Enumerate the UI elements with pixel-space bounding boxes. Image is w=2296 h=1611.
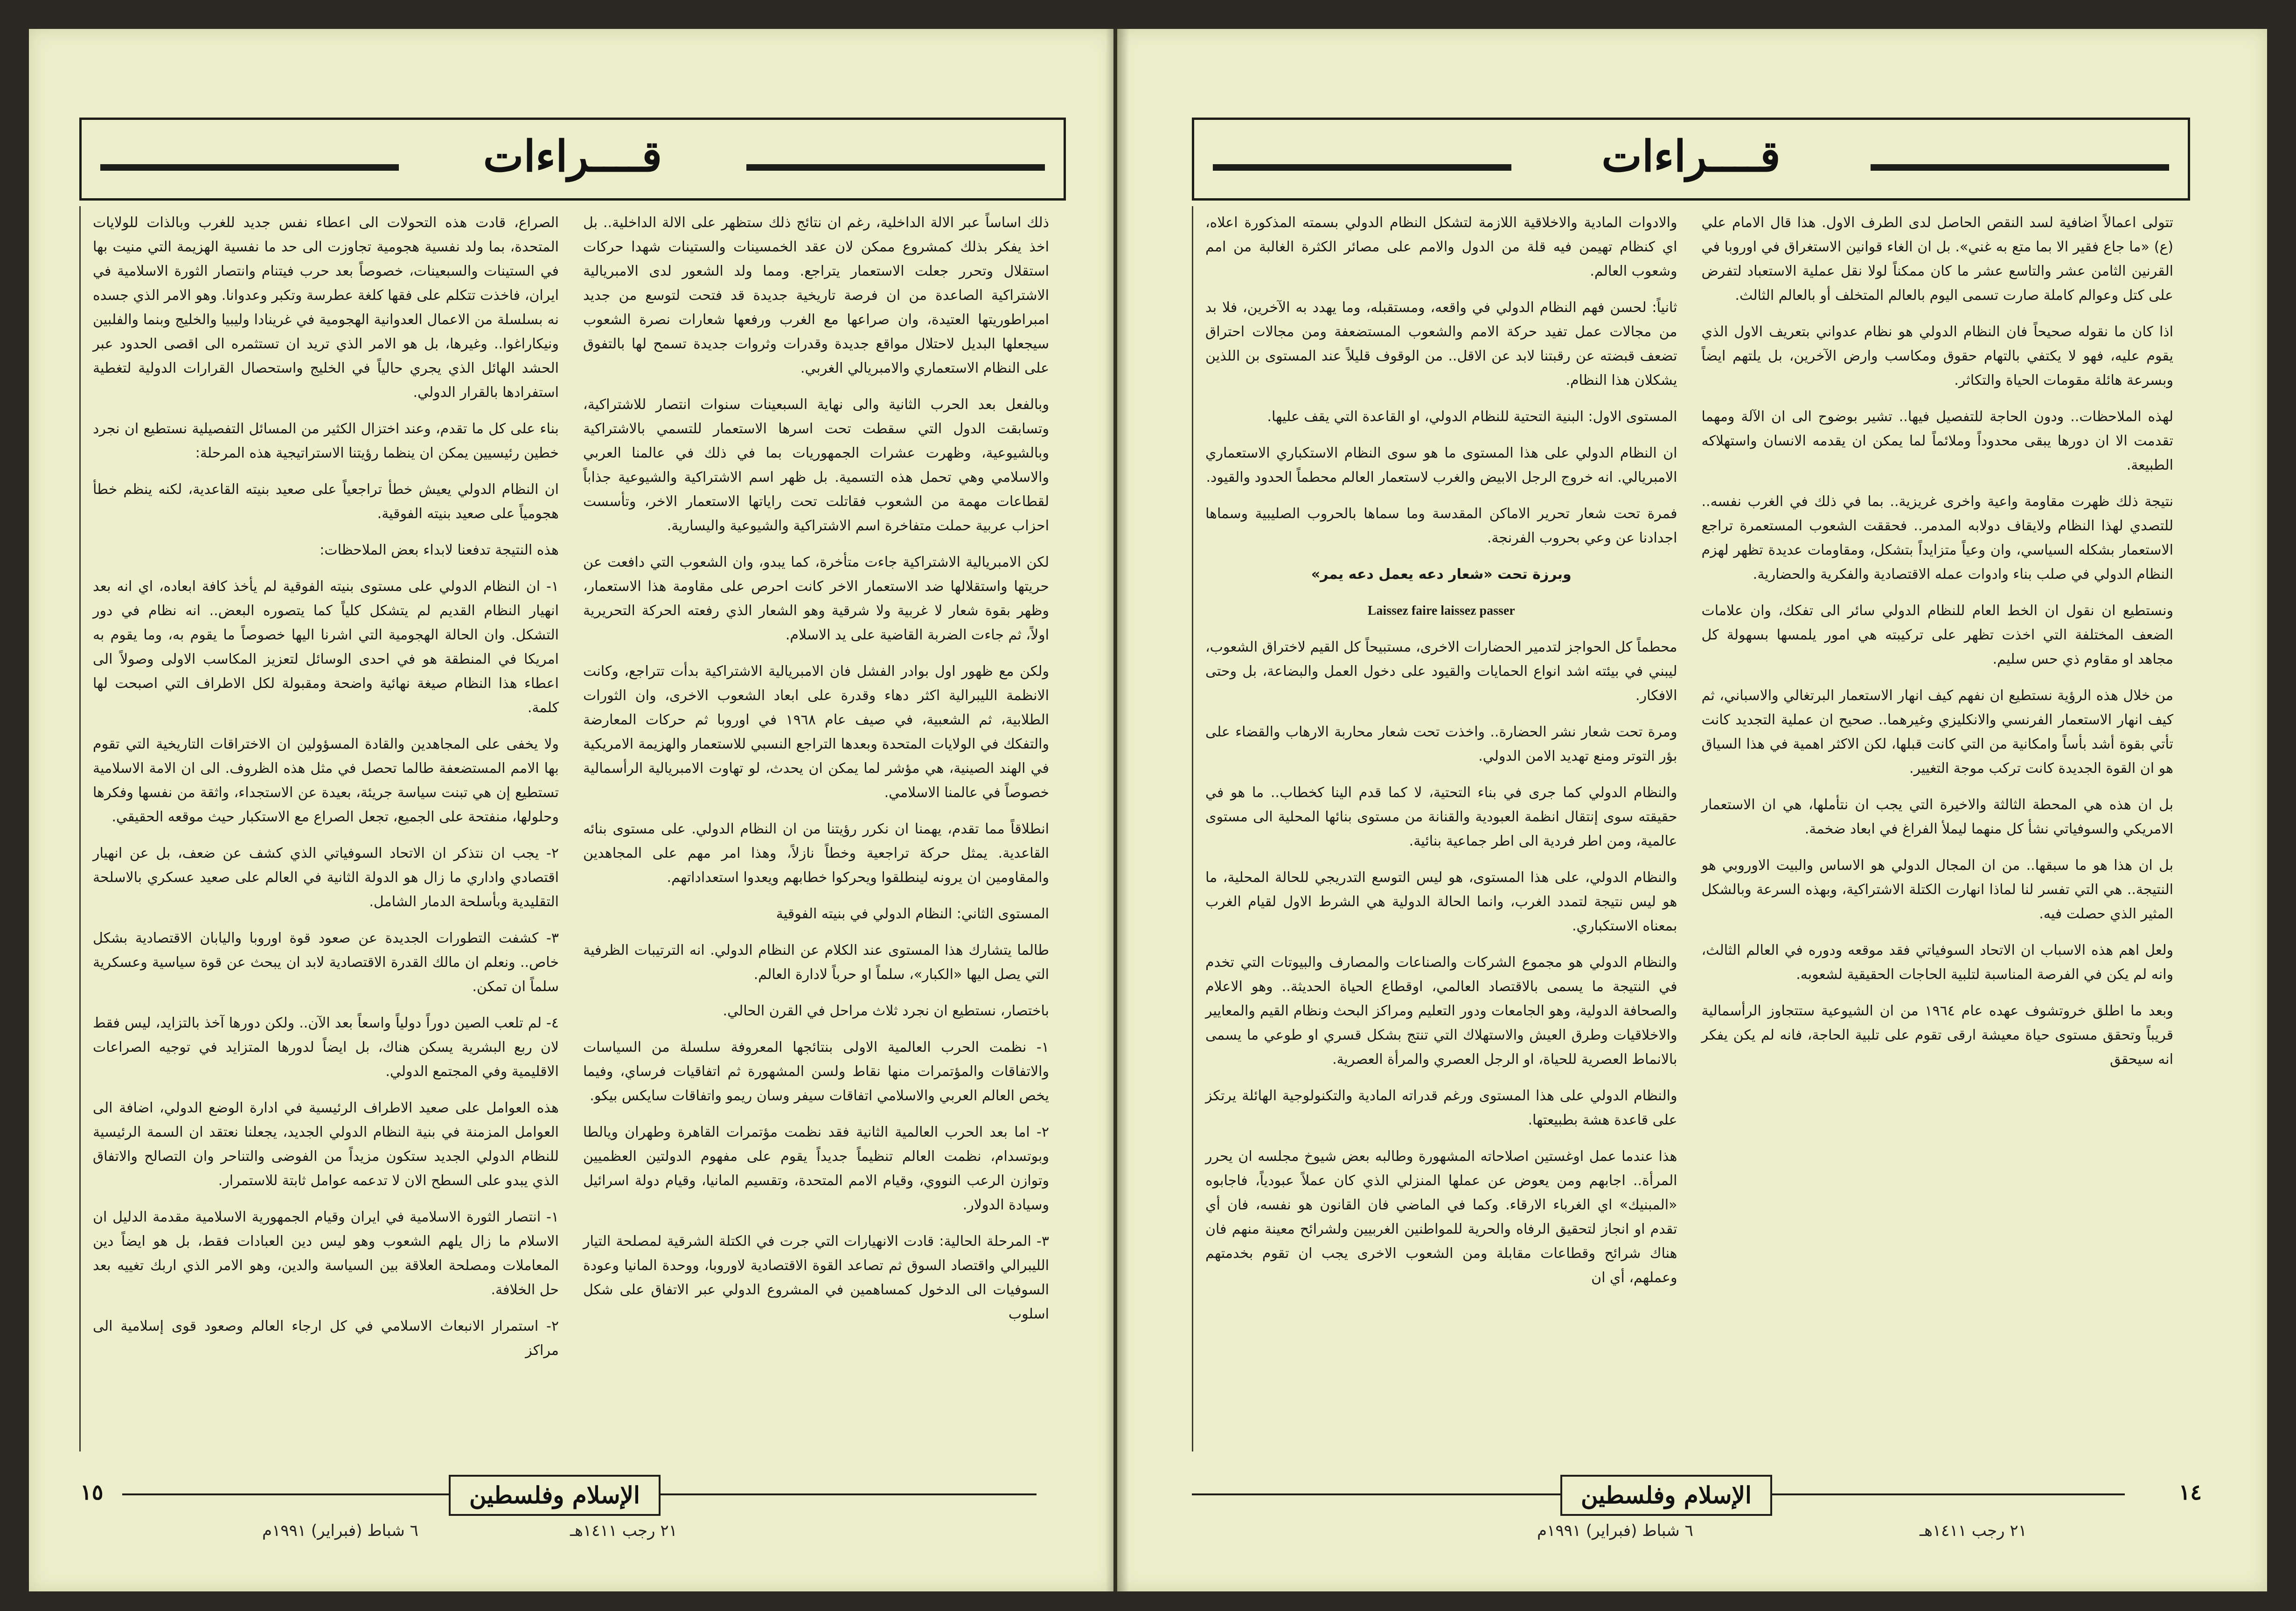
article-paragraph: ١- ان النظام الدولي على مستوى بنيته الفوقية لم يأخذ كافة ابعاده، اي انه بعد انهيار النظام القديم لم يتشكل كلياً كما يتصوره البعض.. انه نظام في دور التشكل. وان الحالة الهجومية التي اشرنا اليها خصوصاً ما يقوم به، وما يقوم به امريكا في المنطقة هو في احدى الوسائل لتعزيز المكاسب الاولى وصولاً الى اعطاء هذا النظام صيغة نهائية واضحة ومقبولة لكل الاطراف التي اصبحت لها كلمة. bbox=[93, 578, 559, 716]
article-paragraph: والنظام الدولي، على هذا المستوى، هو ليس التوسع التدريجي للحالة المحلية، ما هو ليس نتيجة لتمدد الغرب، وانما الحالة الدولية هي الشرط الاول لقيام الغرب بمعناه الاستكباري. bbox=[1205, 869, 1677, 934]
article-paragraph: ١- نظمت الحرب العالمية الاولى بنتائجها المعروفة سلسلة من السياسات والاتفاقات والمؤتمرات منها نقاط ولسن المشهورة ثم اتفاقيات فرساي، وفيما يخص العالم العربي والاسلامي اتفاقات سيفر وسان ريمو واتفاقات سايكس بيكو. bbox=[583, 1039, 1049, 1104]
gregorian-date: ٦ شباط (فبراير) ١٩٩١م bbox=[262, 1521, 418, 1540]
article-paragraph: والنظام الدولي على هذا المستوى ورغم قدراته المادية والتكنولوجية الهائلة يرتكز على قاعدة هشة بطبيعتها. bbox=[1205, 1088, 1677, 1128]
article-paragraph: والادوات المادية والاخلاقية اللازمة لتشكل النظام الدولي بسمته المذكورة اعلاه، اي كنظام تهيمن فيه قلة من الدول والامم على مصائر الكثرة الغالبة من امم وشعوب العالم. bbox=[1205, 215, 1677, 279]
article-paragraph: طالما يتشارك هذا المستوى عند الكلام عن النظام الدولي. انه الترتيبات الظرفية التي يصل اليها «الكبار»، سلماً او حرباً لادارة العالم. bbox=[583, 942, 1049, 983]
article-columns bbox=[79, 206, 1061, 1451]
right-page bbox=[1117, 29, 2267, 1591]
article-paragraph: ومرة تحت شعار نشر الحضارة.. واخذت تحت شعار محاربة الارهاب والقضاء على بؤر التوتر ومنع تهديد الامن الدولي. bbox=[1205, 724, 1677, 764]
article-paragraph: الصراع، قادت هذه التحولات الى اعطاء نفس جديد للغرب وبالذات للولايات المتحدة، بما ولد نفسية هجومية تجاوزت الى حد ما نفسية الهزيمة التي منيت بها في الستينات والسبعينات، خصوصاً بعد حرب فيتنام وانتصار الثورة الاسلامية في ايران، فاخذت تتكلم على فقها كلغة عطرسة وتكبر وعدوانا. وهو الامر الذي جسده نه بسلسلة من الاعمال العدوانية الهجومية في غرينادا وليبيا والخليج وبنما والفلبين ونيكاراغوا.. وغيرها، بل هو الامر الذي تريد ان تستثمره الى اقصى الحدود عبر الحشد الهائل الذي يجري حالياً في الخليج واستحصال القرارات الدولية لتغطية استفرادها بالقرار الدولي. bbox=[93, 215, 559, 401]
article-paragraph: ولعل اهم هذه الاسباب ان الاتحاد السوفياتي فقد موقعه ودوره في العالم الثالث، وانه لم يكن في الفرصة المناسبة لتلبية الحاجات الحقيقية لشعوبه. bbox=[1701, 942, 2173, 983]
article-paragraph: والنظام الدولي هو مجموع الشركات والصناعات والمصارف والبيوتات التي تخدم في النتيجة ما يسمى بالاقتصاد العالمي، اوقطاع الحياة الحديثة.. وهو الاعلام والصحافة الدولية، وهو الجامعات ودور التعليم ومراكز البحث ونظام القيم والمعايير والاخلاقيات وطرق العيش والاستهلاك التي تنتج بشكل قسري او طوعي ما يسمى بالانماط العصرية للحياة، او الرجل العصري والمرأة العصرية. bbox=[1205, 954, 1677, 1068]
article-paragraph: بل ان هذا هو ما سبقها.. من ان المجال الدولي هو الاساس والبيت الاوروبي هو النتيجة.. هي التي تفسر لنا لماذا انهارت الكتلة الاشتراكية، وبهذه السرعة وبالشكل المثير الذي حصلت فيه. bbox=[1701, 857, 2173, 922]
quote-french: Laissez faire laissez passer bbox=[1367, 604, 1515, 618]
column-right bbox=[1192, 206, 1690, 1451]
article-paragraph: بل ان هذه هي المحطة الثالثة والاخيرة التي يجب ان نتأملها، هي ان الاستعمار الامريكي والسوفياتي نشأ كل منهما ليملأ الفراغ في ابعاد ضخمة. bbox=[1701, 797, 2173, 837]
article-paragraph: لهذه الملاحظات.. ودون الحاجة للتفصيل فيها.. تشير بوضوح الى ان الآلة ومهما تقدمت الا ان دورها يبقى محدوداً وملائماً لما يمكن ان يقدمه الانسان واستهلاكه الطبيعة. bbox=[1701, 409, 2173, 473]
article-paragraph: ان النظام الدولي على هذا المستوى ما هو سوى النظام الاستكباري الاستعماري الامبريالي. انه خروج الرجل الابيض والغرب لاستعمار العالم محطماً الحدود والقيود. bbox=[1205, 445, 1677, 486]
article-paragraph: هذا عندما عمل اوغستين اصلاحاته المشهورة وطالبه بعض شيوخ مجلسه ان يحرر المرأة.. اجابهم ومن يعوض عن عملها المنزلي الذي كان عملاً عبودياً، فاجابوه «المبنيك» اي الغرباء الارقاء. وكما في الماضي فان القانون هو نفسه، فان أي تقدم او انجاز لتحقيق الرفاه والحرية للمواطنين الغربيين ولشرائح معينة منهم فان هناك شرائح وقطاعات مقابلة ومن الشعوب الاخرى يجب ان تقوم بخدمتهم وعملهم، أي ان bbox=[1205, 1148, 1677, 1286]
article-paragraph: المستوى الثاني: النظام الدولي في بنيته الفوقية bbox=[776, 906, 1049, 922]
article-paragraph: المستوى الاول: البنية التحتية للنظام الدولي، او القاعدة التي يقف عليها. bbox=[1267, 409, 1677, 425]
article-paragraph: ولا يخفى على المجاهدين والقادة المسؤولين ان الاختراقات التاريخية التي تقوم بها الامم المستضعفة طالما تحصل في مثل هذه الظروف. الى ان الامة الاسلامية تستطيع إن هي تبنت سياسة جريئة، بعيدة عن الاستجداء، واثقة من نفسها وفكرها وحلولها، منفتحة على الجميع، تجعل الصراع مع الاستكبار حيث موقعه الحقيقي. bbox=[93, 736, 559, 825]
article-paragraph: وبالفعل بعد الحرب الثانية والى نهاية السبعينات سنوات انتصار للاشتراكية، وتسابقت الدول التي سقطت تحت اسرها الاستعمار للتسمي بالاشتراكية وبالشيوعية، وظهرت عشرات الجمهوريات بما في ذلك في عالمنا العربي والاسلامي وهي تحمل هذه التسمية. بل ظهر اسم الاشتراكية والشيوعية جذاباً لقطاعات مهمة من الشعوب فقاتلت تحت راياتها الاستعمار الاخر، وتأسست احزاب عربية حملت متفاخرة اسم الاشتراكية والشيوعية واليسارية. bbox=[583, 396, 1049, 534]
article-paragraph: هذه العوامل على صعيد الاطراف الرئيسية في ادارة الوضع الدولي، اضافة الى العوامل المزمنة في بنية النظام الدولي الجديد، يجعلنا نعتقد ان السمة الرئيسية للنظام الدولي الجديد ستكون مزيداً من الفوضى والتناحر وان التصالح والاتفاق الذي يبدو على السطح الان لا تدعمه عوامل ثابتة للاستمرار. bbox=[93, 1100, 559, 1189]
article-paragraph: بناء على كل ما تقدم، وعند اختزال الكثير من المسائل التفصيلية نستطيع ان نجرد خطين رئيسيين يمكن ان ينظما رؤيتنا الاستراتيجية هذه المرحلة: bbox=[93, 421, 559, 461]
article-paragraph: باختصار، نستطيع ان نجرد ثلاث مراحل في القرن الحالي. bbox=[723, 1003, 1049, 1019]
article-paragraph: من خلال هذه الرؤية نستطيع ان نفهم كيف انهار الاستعمار البرتغالي والاسباني، ثم كيف انهار الاستعمار الفرنسي والانكليزي وغيرهما.. صحيح ان عملية التجديد كانت تأتي بقوة أشد بأساً وامكانية من التي كانت قبلها، لكن الاكثر اهمية في هذا السياق هو ان القوة الجديدة كانت تركب موجة التغيير. bbox=[1701, 687, 2173, 777]
article-paragraph: والنظام الدولي كما جرى في بناء التحتية، لا كما قدم الينا كخطاب.. ما هو في حقيقته سوى إنتقال انظمة العبودية والقنانة من مستوى بنائها المحلية الى مستوى عالمية، ومن اطر فردية الى اطر جماعية بنائية. bbox=[1205, 785, 1677, 849]
page-number: ١٥ bbox=[80, 1479, 104, 1505]
hijri-date: ٢١ رجب ١٤١١هـ bbox=[570, 1521, 677, 1540]
page-footer bbox=[29, 1465, 1113, 1545]
article-paragraph: ٣- المرحلة الحالية: قادت الانهيارات التي جرت في الكتلة الشرقية لمصلحة التيار الليبرالي واقتصاد السوق ثم تصاعد القوة الاقتصادية لاوروبا، ووحدة المانيا وعودة السوفيات الى الدخول كمساهمين في المشروع الدولي عبر الاتفاق على شكل اسلوب bbox=[583, 1233, 1049, 1322]
article-paragraph: فمرة تحت شعار تحرير الاماكن المقدسة وما سماها بالحروب الصليبية وسماها اجدادنا عن وعي بحروب الفرنجة. bbox=[1205, 506, 1677, 546]
article-paragraph: ذلك اساساً عبر الالة الداخلية، رغم ان نتائج ذلك ستظهر على الالة الداخلية.. بل اخذ يفكر بذلك كمشروع ممكن لان عقد الخمسينات والستينات شهدا حركات استقلال وتحرر جعلت الاستعمار يتراجع. ومما ولد الشعور لدى الامبريالية الاشتراكية الصاعدة من ان فرصة تاريخية جديدة قد فتحت لتوسع من جديد امبراطوريتها العتيدة، وان صراعها مع الغرب ورفعها شعارات نصرة الشعوب سيجعلها البديل لاحتلال مواقع جديدة وقدرات وثروات جديدة تسمح لها بالتفوق على النظام الاستعماري والامبريالي الغربي. bbox=[583, 215, 1049, 376]
section-header bbox=[79, 118, 1066, 201]
column-right bbox=[79, 206, 571, 1451]
article-paragraph: ٣- كشفت التطورات الجديدة عن صعود قوة اوروبا واليابان الاقتصادية بشكل خاص.. ونعلم ان مالك القدرة الاقتصادية لابد ان يبحث عن قوة سياسية وعسكرية سلماً ان تمكن. bbox=[93, 930, 559, 995]
section-title: قــــراءات bbox=[1601, 131, 1781, 181]
article-paragraph: لكن الامبريالية الاشتراكية جاءت متأخرة، كما يبدو، وان الشعوب التي دافعت عن حريتها واستقلالها ضد الاستعمار الاخر كانت احرص على مقاومة هذا الاستعمار، وظهر بقوة شعار لا غربية ولا شرقية وهو الشعار الذي رفعته الحركة التحريرية اولاً، ثم جاءت الضربة القاضية على يد الاسلام. bbox=[583, 554, 1049, 643]
article-paragraph: ونستطيع ان نقول ان الخط العام للنظام الدولي سائر الى تفكك، وان علامات الضعف المختلفة التي اخذت تظهر على تركيبته هي امور يلمسها بسهولة كل مجاهد او مقاوم ذي حس سليم. bbox=[1701, 603, 2173, 667]
gregorian-date: ٦ شباط (فبراير) ١٩٩١م bbox=[1537, 1521, 1693, 1540]
quote-arabic: وبرزة تحت «شعار دعه يعمل دعه يمر» bbox=[1311, 566, 1572, 583]
article-paragraph: ٢- يجب ان نتذكر ان الاتحاد السوفياتي الذي كشف عن ضعف، بل عن انهيار اقتصادي واداري ما زال هو الدولة الثانية في العالم على صعيد عسكري بالاسلحة التقليدية وبأسلحة الدمار الشامل. bbox=[93, 845, 559, 910]
article-paragraph: انطلاقاً مما تقدم، يهمنا ان نكرر رؤيتنا من ان النظام الدولي. على مستوى بنائه القاعدية. يمثل حركة تراجعية وخطاً نازلاً، وهذا امر مهم على المجاهدين والمقاومين ان يرونه لينطلقوا ويحركوا خطابهم ويعدوا استعداداتهم. bbox=[583, 821, 1049, 886]
spine-gutter bbox=[1106, 29, 1129, 1591]
article-paragraph: ٤- لم تلعب الصين دوراً دولياً واسعاً بعد الآن.. ولكن دورها آخذ بالتزايد، ليس فقط لان ربع البشرية يسكن هناك، بل ايضاً لدورها المتزايد في توجيه الصراعات الاقليمية وفي المجتمع الدولي. bbox=[93, 1015, 559, 1080]
article-paragraph: نتيجة ذلك ظهرت مقاومة واعية واخرى غريزية.. بما في ذلك في الغرب نفسه.. للتصدي لهذا النظام ولايقاف دولابه المدمر.. فحققت الشعوب المستعمرة تراجع الاستعمار بشكله السياسي، وان وعياً متزايداً بتشكل، ومقاومات عديدة تظهر لهزم النظام الدولي في صلب بناء وادوات عمله الاقتصادية والفكرية والحضارية. bbox=[1701, 493, 2173, 583]
article-paragraph: ١- انتصار الثورة الاسلامية في ايران وقيام الجمهورية الاسلامية مقدمة الدليل ان الاسلام ما زال يلهم الشعوب وهو ليس دين العبادات فقط، بل هو ايضاً دين المعاملات ومصلحة العلاقة بين السياسة والدين، وهو الامر الذي اربك تغييه بعد حل الخلافة. bbox=[93, 1209, 559, 1298]
article-paragraph: ان النظام الدولي يعيش خطأ تراجعياً على صعيد بنيته القاعدية، لكنه ينظم خطأ هجومياً على صعيد بنيته الفوقية. bbox=[93, 481, 559, 522]
article-paragraph: ٢- اما بعد الحرب العالمية الثانية فقد نظمت مؤتمرات القاهرة وطهران ويالطا وبوتسدام، نظمت العالم تنظيماً جديداً يقوم على مفهوم الدولتين العظميين وتوازن الرعب النووي، وقيام الامم المتحدة، وتقسيم المانيا، وقيام دولة اسرائيل وسيادة الدولار. bbox=[583, 1124, 1049, 1213]
article-paragraph: محطماً كل الحواجز لتدمير الحضارات الاخرى، مستبيحاً كل القيم لاختراق الشعوب، ليبني في بيئته اشد انواع الحمايات والقيود على دخول العمل والبضاعة، بل وحتى الافكار. bbox=[1205, 639, 1677, 704]
page-footer bbox=[1117, 1465, 2267, 1545]
article-paragraph: وبعد ما اطلق خروتشوف عهده عام ١٩٦٤ من ان الشيوعية ستتجاوز الرأسمالية قريباً وتحقق مستوى حياة معيشة ارقى تقوم على تلبية الحاجة، فانه لم يكن يفكر انه سيحقق bbox=[1701, 1003, 2174, 1068]
column-left bbox=[571, 206, 1061, 1451]
article-paragraph: هذه النتيجة تدفعنا لابداء بعض الملاحظات: bbox=[320, 542, 559, 558]
page-number: ١٤ bbox=[2178, 1479, 2202, 1505]
article-paragraph: ولكن مع ظهور اول بوادر الفشل فان الامبريالية الاشتراكية بدأت تتراجع، وكانت الانظمة الليبرالية اكثر دهاء وقدرة على ابعاد الشعوب الاخرى، وان الثورات الطلابية، ثم الشعبية، في صيف عام ١٩٦٨ في اوروبا ثم حركات المعارضة والتفكك في الولايات المتحدة وبعدها التراجع النسبي للاستعمار والهزيمة الامريكية في الهند الصينية، هي مؤشر لما يمكن ان يحدث، لو تهاوت الامبريالية الرأسمالية خصوصاً في عالمنا الاسلامي. bbox=[583, 663, 1050, 801]
article-columns bbox=[1192, 206, 2185, 1451]
article-paragraph: ثانياً: لحسن فهم النظام الدولي في واقعه، ومستقبله، وما يهدد به الآخرين، فلا بد من مجالات عمل تفيد حركة الامم والشعوب المستضعفة ومن مجالات احتراق تضعف قبضته عن رقبتنا لابد عن الاقل.. من الوقوف قليلاً عند المستوى بن اللذين يشكلان هذا النظام. bbox=[1205, 299, 1677, 389]
article-paragraph: اذا كان ما نقوله صحيحاً فان النظام الدولي هو نظام عدواني بتعريف الاول الذي يقوم عليه، فهو لا يكتفي بالتهام حقوق ومكاسب وارض الآخرين، بل يلتهم ايضاً وبسرعة هائلة مقومات الحياة والتكاثر. bbox=[1701, 324, 2173, 389]
magazine-logo: الإسلام وفلسطين bbox=[1560, 1475, 1772, 1516]
article-paragraph: تتولى اعمالاً اضافية لسد النقص الحاصل لدى الطرف الاول. هذا قال الامام علي (ع) «ما جاع فقير الا بما متع به غني». بل ان الغاء قوانين الاستغراق في اوروبا في القرنين الثامن عشر والتاسع عشر ما كان ممكناً لولا نقل عملية الاستعباد لتفرض على كتل وعوالم كاملة صارت تسمى اليوم بالعالم المتخلف أو بالعالم الثالث. bbox=[1701, 215, 2173, 304]
left-page bbox=[29, 29, 1113, 1591]
magazine-logo: الإسلام وفلسطين bbox=[449, 1475, 661, 1516]
column-left bbox=[1690, 206, 2186, 1451]
section-title: قــــراءات bbox=[483, 131, 662, 181]
hijri-date: ٢١ رجب ١٤١١هـ bbox=[1920, 1521, 2027, 1540]
article-paragraph: ٢- استمرار الانبعاث الاسلامي في كل ارجاء العالم وصعود قوى إسلامية الى مراكز bbox=[93, 1318, 559, 1359]
section-header bbox=[1192, 118, 2190, 201]
